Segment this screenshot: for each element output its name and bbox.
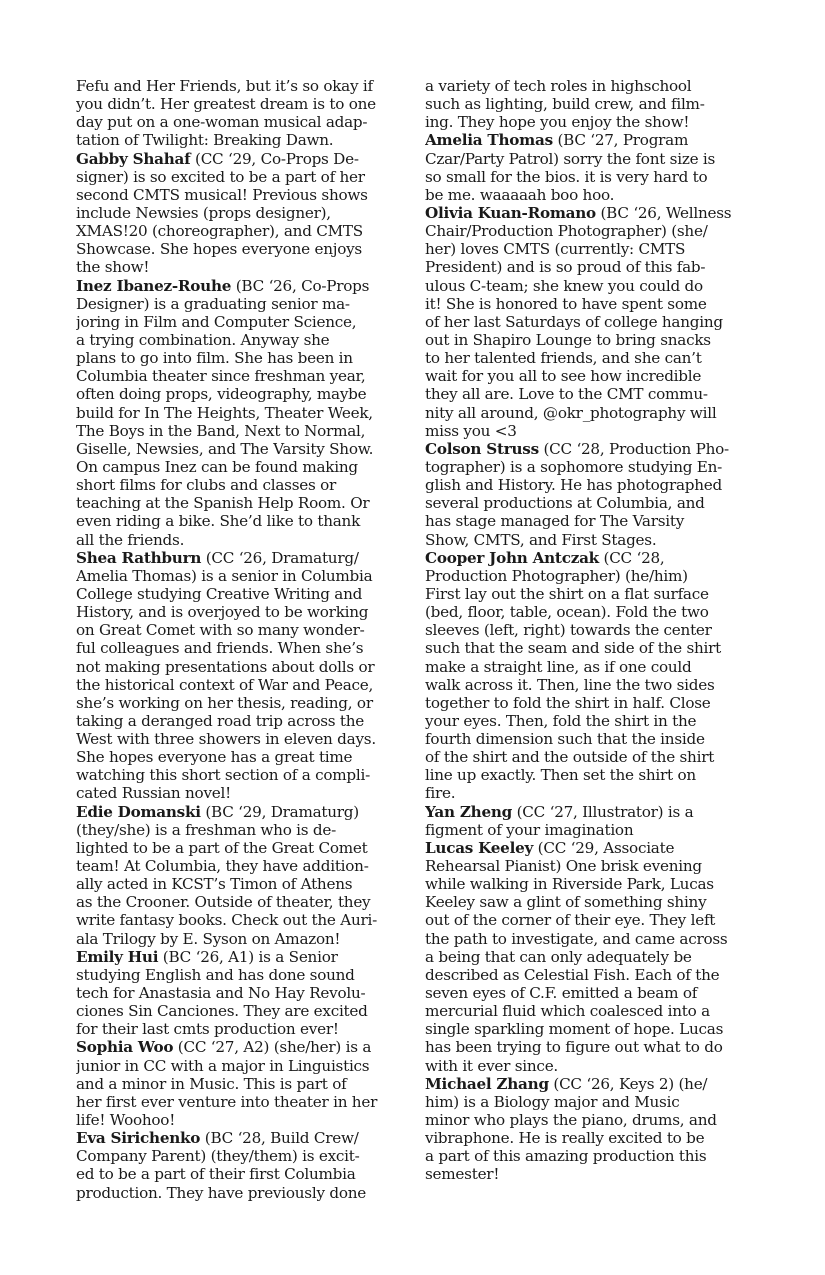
- bio-text: signer) is so excited to be a part of her: [76, 167, 365, 186]
- bio-line: [76, 712, 404, 730]
- bio-line: [76, 803, 404, 821]
- bio-line: [76, 186, 404, 204]
- bio-line: [76, 440, 404, 458]
- bio-text: ciones Sin Canciones. They are excited: [76, 1002, 368, 1021]
- bio-line: [425, 113, 755, 131]
- bio-text: Designer) is a graduating senior ma-: [76, 294, 350, 313]
- bio-line: [425, 131, 755, 149]
- bio-line: [76, 621, 404, 639]
- bio-line: [425, 313, 755, 331]
- bio-line: [76, 476, 404, 494]
- bio-text: The Boys in the Band, Next to Normal,: [76, 421, 366, 440]
- bio-line: [76, 1038, 404, 1056]
- bio-text: short films for clubs and classes or: [76, 476, 337, 495]
- bio-name: Emily Hui: [76, 947, 159, 966]
- bio-text: ing. They hope you enjoy the show!: [425, 113, 690, 132]
- bio-line: [425, 803, 755, 821]
- bio-text: and a minor in Music. This is part of: [76, 1074, 347, 1093]
- bio-text: studying English and has done sound: [76, 965, 355, 984]
- bio-text: she’s working on her thesis, reading, or: [76, 693, 373, 712]
- bio-text: lighted to be a part of the Great Comet: [76, 838, 368, 857]
- bio-text: vibraphone. He is really excited to be: [425, 1129, 705, 1148]
- bio-name: Olivia Kuan-Romano: [425, 203, 596, 222]
- bio-line: [76, 1184, 404, 1202]
- bio-line: [425, 730, 755, 748]
- bio-text: minor who plays the piano, drums, and: [425, 1111, 717, 1130]
- bio-line: [76, 748, 404, 766]
- bio-line: [76, 857, 404, 875]
- bio-text: (they/she) is a freshman who is de-: [76, 820, 337, 839]
- bio-line: [425, 222, 755, 240]
- bio-line: [425, 1111, 755, 1129]
- bio-line: [76, 821, 404, 839]
- bio-line: [425, 1002, 755, 1020]
- bio-text: First lay out the shirt on a flat surface: [425, 584, 709, 603]
- bio-text: a trying combination. Anyway she: [76, 330, 330, 349]
- bio-text: described as Celestial Fish. Each of the: [425, 965, 720, 984]
- bio-text: (CC ‘28,: [598, 548, 665, 567]
- bio-text: second CMTS musical! Previous shows: [76, 185, 368, 204]
- bio-line: [76, 966, 404, 984]
- bio-line: [76, 984, 404, 1002]
- bio-line: [76, 258, 404, 276]
- bio-line: [425, 585, 755, 603]
- bio-text: Keeley saw a glint of something shiny: [425, 893, 707, 912]
- bio-text: your eyes. Then, fold the shirt in the: [425, 711, 697, 730]
- bio-line: [76, 77, 404, 95]
- bio-text: semester!: [425, 1165, 500, 1184]
- bio-line: [425, 531, 755, 549]
- bio-name: Edie Domanski: [76, 802, 201, 821]
- bio-text: (BC ‘26, Wellness: [595, 203, 732, 222]
- bio-line: [425, 1057, 755, 1075]
- bio-text: has been trying to figure out what to do: [425, 1038, 723, 1057]
- bio-text: seven eyes of C.F. emitted a beam of: [425, 984, 698, 1003]
- bio-line: [425, 694, 755, 712]
- bio-text: line up exactly. Then set the shirt on: [425, 766, 696, 785]
- bio-line: [76, 1057, 404, 1075]
- bio-text: not making presentations about dolls or: [76, 657, 375, 676]
- bio-line: [76, 930, 404, 948]
- bio-line: [76, 1075, 404, 1093]
- bio-line: [76, 331, 404, 349]
- bio-line: [425, 984, 755, 1002]
- bio-text: She hopes everyone has a great time: [76, 748, 353, 767]
- bio-line: [425, 404, 755, 422]
- bio-line: [425, 440, 755, 458]
- bio-text: glish and History. He has photographed: [425, 476, 723, 495]
- bio-text: be me. waaaaah boo hoo.: [425, 185, 615, 204]
- bio-line: [425, 676, 755, 694]
- bio-text: even riding a bike. She’d like to thank: [76, 512, 361, 531]
- bio-text: the show!: [76, 258, 150, 277]
- bio-text: her first ever venture into theater in her: [76, 1092, 378, 1111]
- bio-text: (CC ‘27, Illustrator) is a: [512, 802, 694, 821]
- bio-text: they all are. Love to the CMT commu-: [425, 385, 708, 404]
- bio-line: [76, 131, 404, 149]
- bio-text: team! At Columbia, they have addition-: [76, 857, 369, 876]
- bio-text: Rehearsal Pianist) One brisk evening: [425, 857, 702, 876]
- bio-text: (CC ‘27, A2) (she/her) is a: [173, 1038, 372, 1057]
- bio-line: [76, 349, 404, 367]
- bio-line: [425, 567, 755, 585]
- bio-line: [425, 168, 755, 186]
- bio-text: to her talented friends, and she can’t: [425, 349, 702, 368]
- bio-line: [76, 694, 404, 712]
- bio-text: build for In The Heights, Theater Week,: [76, 403, 373, 422]
- bio-line: [425, 603, 755, 621]
- bio-line: [76, 512, 404, 530]
- bio-line: [76, 222, 404, 240]
- bio-line: [425, 893, 755, 911]
- bio-line: [425, 839, 755, 857]
- bio-line: [76, 240, 404, 258]
- bio-name: Inez Ibanez-Rouhe: [76, 276, 232, 295]
- bio-text: production. They have previously done: [76, 1183, 366, 1202]
- bio-line: [425, 367, 755, 385]
- bio-text: junior in CC with a major in Linguistics: [76, 1056, 370, 1075]
- bio-text: the path to investigate, and came across: [425, 929, 728, 948]
- bio-name: Cooper John Antczak: [425, 548, 599, 567]
- bio-text: (BC ‘27, Program: [552, 131, 689, 150]
- bio-line: [425, 1129, 755, 1147]
- bio-line: [425, 240, 755, 258]
- bio-text: such that the seam and side of the shirt: [425, 639, 721, 658]
- bio-line: [425, 821, 755, 839]
- bio-text: on Great Comet with so many wonder-: [76, 621, 365, 640]
- bio-text: teaching at the Spanish Help Room. Or: [76, 494, 370, 513]
- bio-line: [76, 567, 404, 585]
- bio-line: [76, 458, 404, 476]
- bio-line: [76, 531, 404, 549]
- bio-text: Show, CMTS, and First Stages.: [425, 530, 657, 549]
- bio-text: XMAS!20 (choreographer), and CMTS: [76, 222, 363, 241]
- bio-line: [76, 1147, 404, 1165]
- bio-text: a being that can only adequately be: [425, 947, 692, 966]
- bio-line: [425, 658, 755, 676]
- bio-text: out of the corner of their eye. They left: [425, 911, 716, 930]
- bio-line: [425, 1165, 755, 1183]
- bio-line: [76, 875, 404, 893]
- bio-text: out in Shapiro Lounge to bring snacks: [425, 330, 711, 349]
- bio-line: [425, 295, 755, 313]
- bio-line: [425, 1075, 755, 1093]
- bio-line: [425, 476, 755, 494]
- bio-text: plans to go into film. She has been in: [76, 349, 353, 368]
- bio-name: Colson Struss: [425, 439, 539, 458]
- bio-text: nity all around, @okr_photography will: [425, 403, 717, 422]
- bio-line: [76, 150, 404, 168]
- bio-text: Fefu and Her Friends, but it’s so okay if: [76, 77, 373, 95]
- bio-name: Gabby Shahaf: [76, 149, 191, 168]
- bio-text: Czar/Party Patrol) sorry the font size is: [425, 149, 716, 168]
- bio-name: Amelia Thomas: [425, 131, 553, 150]
- bio-text: figment of your imagination: [425, 820, 634, 839]
- bio-text: walk across it. Then, line the two sides: [425, 675, 715, 694]
- bio-text: (CC ‘28, Production Pho-: [538, 439, 729, 458]
- bio-text: watching this short section of a compli-: [76, 766, 371, 785]
- bio-text: while walking in Riverside Park, Lucas: [425, 875, 714, 894]
- bio-line: [76, 839, 404, 857]
- bio-line: [425, 1147, 755, 1165]
- bio-text: (BC ‘26, Co-Props: [231, 276, 370, 295]
- bio-line: [76, 95, 404, 113]
- bio-line: [76, 422, 404, 440]
- bio-line: [425, 911, 755, 929]
- bio-text: (bed, floor, table, ocean). Fold the two: [425, 603, 709, 622]
- bio-line: [76, 676, 404, 694]
- bio-text: with it ever since.: [425, 1056, 559, 1075]
- bio-line: [425, 186, 755, 204]
- bio-text: taking a deranged road trip across the: [76, 711, 365, 730]
- bio-line: [76, 1093, 404, 1111]
- bio-line: [425, 875, 755, 893]
- bio-line: [76, 385, 404, 403]
- bio-line: [76, 585, 404, 603]
- bio-text: Amelia Thomas) is a senior in Columbia: [76, 566, 373, 585]
- bio-text: (CC ‘26, Dramaturg/: [201, 548, 359, 567]
- bio-text: include Newsies (props designer),: [76, 203, 331, 222]
- bio-text: the historical context of War and Peace,: [76, 675, 374, 694]
- bio-text: (CC ‘29, Associate: [533, 838, 675, 857]
- bio-text: tech for Anastasia and No Hay Revolu-: [76, 984, 366, 1003]
- bio-text: it! She is honored to have spent some: [425, 294, 707, 313]
- bio-text: tation of Twilight: Breaking Dawn.: [76, 131, 334, 150]
- bio-text: a variety of tech roles in highschool: [425, 77, 692, 95]
- bio-line: [425, 258, 755, 276]
- bio-line: [425, 204, 755, 222]
- bio-line: [76, 204, 404, 222]
- bio-line: [76, 494, 404, 512]
- bio-line: [76, 730, 404, 748]
- bio-text: such as lighting, build crew, and film-: [425, 95, 705, 114]
- bio-line: [76, 784, 404, 802]
- bio-line: [76, 639, 404, 657]
- bio-text: several productions at Columbia, and: [425, 494, 705, 513]
- bio-text: joring in Film and Computer Science,: [76, 312, 357, 331]
- bio-line: [76, 1129, 404, 1147]
- bio-line: [425, 77, 755, 95]
- bio-text: often doing props, videography, maybe: [76, 385, 367, 404]
- bio-line: [425, 766, 755, 784]
- bio-text: a part of this amazing production this: [425, 1147, 707, 1166]
- bio-line: [76, 549, 404, 567]
- bio-line: [425, 458, 755, 476]
- bio-text: ful colleagues and friends. When she’s: [76, 639, 364, 658]
- bio-line: [425, 948, 755, 966]
- bio-text: mercurial fluid which coalesced into a: [425, 1002, 710, 1021]
- bio-text: (CC ‘29, Co-Props De-: [190, 149, 359, 168]
- bio-line: [425, 966, 755, 984]
- bio-name: Lucas Keeley: [425, 838, 534, 857]
- bio-text: Chair/Production Photographer) (she/: [425, 222, 708, 241]
- right-column: [425, 77, 755, 1184]
- bio-text: single sparkling moment of hope. Lucas: [425, 1020, 724, 1039]
- bio-text: ulous C-team; she knew you could do: [425, 276, 703, 295]
- bio-line: [76, 766, 404, 784]
- bio-name: Shea Rathburn: [76, 548, 202, 567]
- bio-text: write fantasy books. Check out the Auri-: [76, 911, 377, 930]
- bio-line: [76, 313, 404, 331]
- bio-line: [425, 1093, 755, 1111]
- bio-line: [425, 621, 755, 639]
- bio-text: Showcase. She hopes everyone enjoys: [76, 240, 362, 259]
- bio-text: President) and is so proud of this fab-: [425, 258, 706, 277]
- bio-text: together to fold the shirt in half. Close: [425, 693, 711, 712]
- bio-text: as the Crooner. Outside of theater, they: [76, 893, 371, 912]
- bio-text: ally acted in KCST’s Timon of Athens: [76, 875, 353, 894]
- bio-name: Michael Zhang: [425, 1074, 549, 1093]
- bio-line: [425, 712, 755, 730]
- bio-line: [425, 385, 755, 403]
- bio-line: [76, 1020, 404, 1038]
- bio-line: [425, 784, 755, 802]
- bio-line: [76, 295, 404, 313]
- bio-text: West with three showers in eleven days.: [76, 730, 376, 749]
- bio-text: History, and is overjoyed to be working: [76, 603, 369, 622]
- bio-line: [76, 1165, 404, 1183]
- bio-name: Yan Zheng: [425, 802, 513, 821]
- bio-text: so small for the bios. it is very hard to: [425, 167, 708, 186]
- bio-line: [76, 1111, 404, 1129]
- bio-text: him) is a Biology major and Music: [425, 1092, 680, 1111]
- bio-line: [76, 658, 404, 676]
- bio-text: of the shirt and the outside of the shirt: [425, 748, 715, 767]
- bio-text: (BC ‘29, Dramaturg): [200, 802, 359, 821]
- bio-text: ed to be a part of their first Columbia: [76, 1165, 356, 1184]
- bio-text: Company Parent) (they/them) is excit-: [76, 1147, 360, 1166]
- bio-line: [76, 404, 404, 422]
- bio-text: ala Trilogy by E. Syson on Amazon!: [76, 929, 341, 948]
- bio-line: [76, 603, 404, 621]
- bio-line: [425, 512, 755, 530]
- bio-text: fire.: [425, 784, 456, 803]
- bio-text: On campus Inez can be found making: [76, 457, 358, 476]
- bio-text: sleeves (left, right) towards the center: [425, 621, 712, 640]
- bio-text: make a straight line, as if one could: [425, 657, 692, 676]
- bio-line: [425, 331, 755, 349]
- bio-line: [76, 893, 404, 911]
- bio-line: [425, 1020, 755, 1038]
- bio-text: life! Woohoo!: [76, 1111, 176, 1130]
- bio-text: her) loves CMTS (currently: CMTS: [425, 240, 686, 259]
- bio-text: fourth dimension such that the inside: [425, 730, 705, 749]
- bio-text: miss you <3: [425, 421, 517, 440]
- bio-line: [425, 494, 755, 512]
- bio-text: day put on a one-woman musical adap-: [76, 113, 368, 132]
- bio-text: tographer) is a sophomore studying En-: [425, 457, 723, 476]
- bio-line: [425, 277, 755, 295]
- bio-line: [76, 1002, 404, 1020]
- bio-text: wait for you all to see how incredible: [425, 367, 702, 386]
- left-column: [76, 77, 404, 1202]
- bio-line: [425, 930, 755, 948]
- bio-line: [425, 1038, 755, 1056]
- bio-text: Columbia theater since freshman year,: [76, 367, 366, 386]
- bio-line: [76, 277, 404, 295]
- bio-text: cated Russian novel!: [76, 784, 231, 803]
- bio-text: has stage managed for The Varsity: [425, 512, 685, 531]
- bio-text: (CC ‘26, Keys 2) (he/: [548, 1074, 708, 1093]
- bio-line: [425, 639, 755, 657]
- bio-line: [425, 748, 755, 766]
- bio-line: [425, 857, 755, 875]
- bio-text: College studying Creative Writing and: [76, 584, 363, 603]
- bio-line: [76, 367, 404, 385]
- bio-line: [76, 911, 404, 929]
- bio-text: all the friends.: [76, 530, 185, 549]
- bio-line: [425, 549, 755, 567]
- bio-text: of her last Saturdays of college hanging: [425, 312, 723, 331]
- bio-text: (BC ‘28, Build Crew/: [200, 1129, 359, 1148]
- bio-line: [425, 95, 755, 113]
- bio-line: [76, 948, 404, 966]
- bio-text: (BC ‘26, A1) is a Senior: [158, 947, 338, 966]
- bio-line: [425, 422, 755, 440]
- bio-text: Production Photographer) (he/him): [425, 566, 688, 585]
- bio-line: [76, 113, 404, 131]
- bio-text: you didn’t. Her greatest dream is to one: [76, 95, 376, 114]
- bio-line: [425, 150, 755, 168]
- bio-text: for their last cmts production ever!: [76, 1020, 339, 1039]
- bio-line: [425, 349, 755, 367]
- bio-text: Giselle, Newsies, and The Varsity Show.: [76, 439, 374, 458]
- bio-line: [76, 168, 404, 186]
- bio-name: Eva Sirichenko: [76, 1129, 201, 1148]
- bio-name: Sophia Woo: [76, 1038, 174, 1057]
